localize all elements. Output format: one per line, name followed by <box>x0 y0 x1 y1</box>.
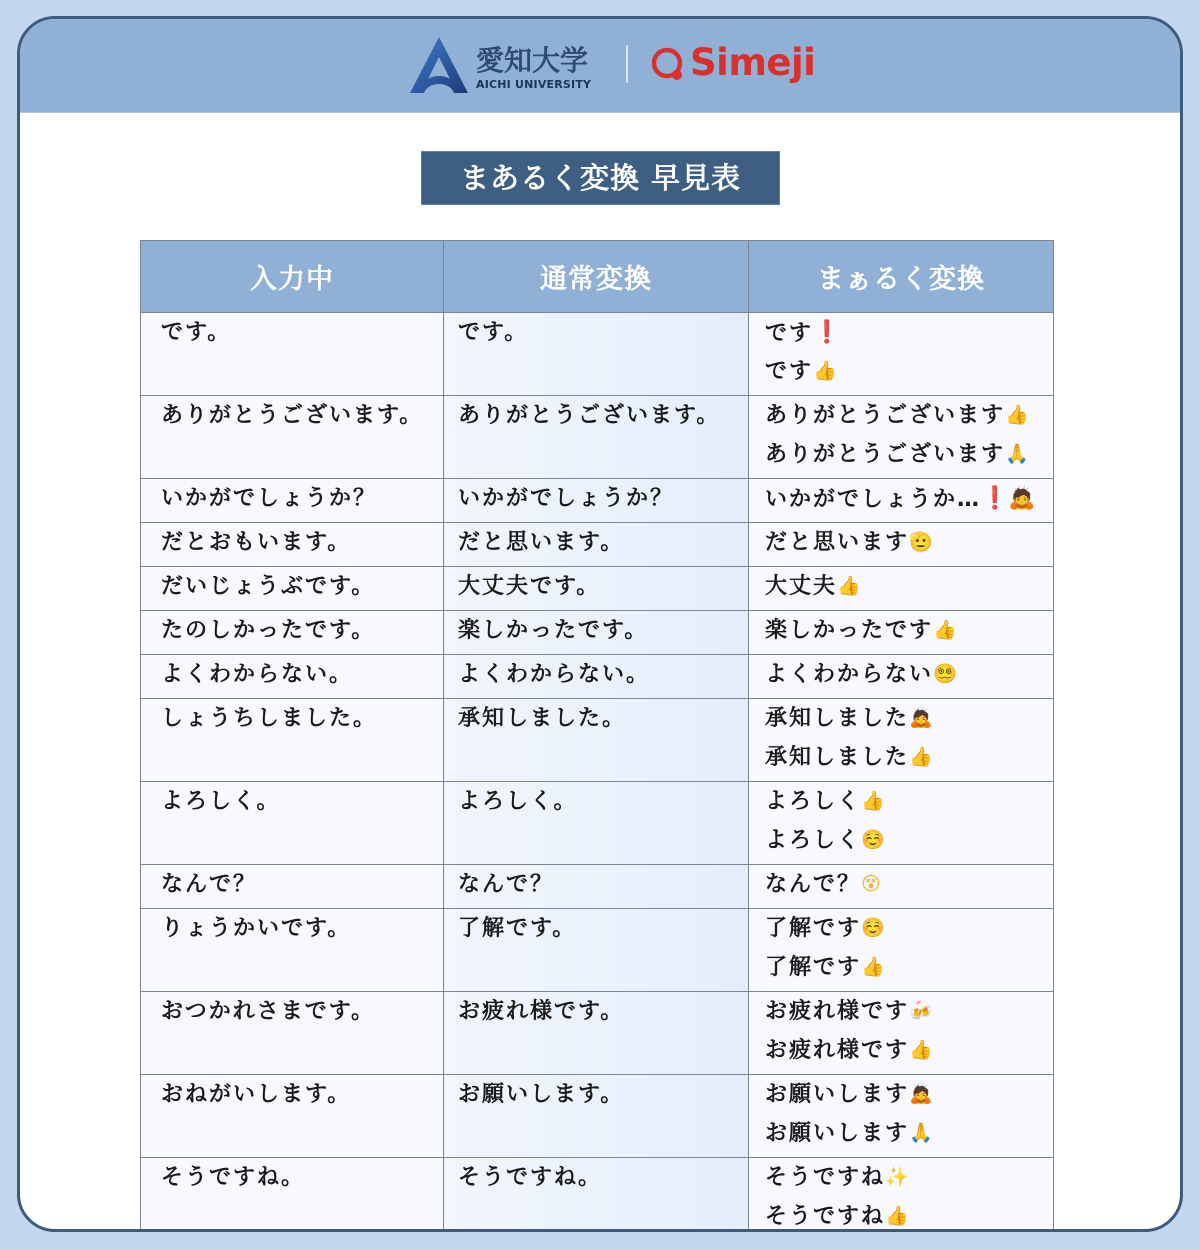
folded-hands-icon: 🙏 <box>909 1122 933 1144</box>
table-row <box>141 479 1054 523</box>
cell-maruku <box>749 992 1054 1075</box>
maruku-text: そうですね <box>765 1204 886 1229</box>
cell-normal <box>444 909 749 992</box>
maruku-text: 承知しました <box>765 706 910 731</box>
page-title: まあるく変換 早見表 <box>421 151 780 205</box>
cell-normal <box>444 699 749 782</box>
table-row <box>141 523 1054 567</box>
simeji-wordmark: Simeji <box>690 41 816 84</box>
maruku-line <box>765 400 1053 439</box>
logo-header <box>20 19 1180 113</box>
cell-input <box>141 909 444 992</box>
normal-text: そうですね。 <box>458 1165 603 1190</box>
table-row <box>141 567 1054 611</box>
input-text: よくわからない。 <box>161 662 354 687</box>
maruku-text: よくわからない <box>765 662 934 687</box>
maruku-text: お疲れ様です <box>765 999 910 1024</box>
normal-text: 楽しかったです。 <box>458 618 649 643</box>
exclamation-icon: ❗ <box>813 320 841 345</box>
maruku-line <box>765 913 1053 952</box>
input-text: しょうちしました。 <box>161 706 378 731</box>
smiling-face-icon: ☺️ <box>861 917 885 939</box>
table-row <box>141 611 1054 655</box>
normal-text: 承知しました。 <box>458 706 627 731</box>
simeji-q-mark-icon <box>650 47 686 83</box>
folded-hands-icon: 🙏 <box>1005 443 1029 465</box>
input-text: だいじょうぶです。 <box>161 574 376 599</box>
table-row <box>141 1075 1054 1158</box>
normal-text: ありがとうございます。 <box>458 403 721 428</box>
thumbs-up-icon: 👍 <box>861 790 885 812</box>
clinking-mugs-icon: 🍻 <box>909 1000 933 1022</box>
normal-text: よくわからない。 <box>458 662 651 687</box>
normal-text: だと思います。 <box>458 530 625 555</box>
cell-input <box>141 611 444 655</box>
cell-input <box>141 992 444 1075</box>
cell-normal <box>444 1075 749 1158</box>
table-row <box>141 782 1054 865</box>
column-header-input: 入力中 <box>141 241 444 313</box>
maruku-line <box>765 483 1053 522</box>
cell-normal <box>444 523 749 567</box>
maruku-line <box>765 1162 1053 1201</box>
input-text: よろしく。 <box>161 789 281 814</box>
input-text: りょうかいです。 <box>161 916 352 941</box>
cell-normal <box>444 1158 749 1233</box>
maruku-text: お疲れ様です <box>765 1038 910 1063</box>
maruku-text: よろしく <box>765 828 862 853</box>
table-row <box>141 865 1054 909</box>
cell-maruku <box>749 782 1054 865</box>
maruku-line <box>765 1201 1053 1232</box>
cell-maruku <box>749 699 1054 782</box>
normal-text: なんで？ <box>458 872 555 897</box>
maruku-text: 楽しかったです <box>765 618 934 643</box>
cell-input <box>141 313 444 396</box>
cell-maruku <box>749 567 1054 611</box>
table-header-row <box>141 241 1054 313</box>
cell-input <box>141 523 444 567</box>
input-text: おねがいします。 <box>161 1082 352 1107</box>
thumbs-up-icon: 👍 <box>861 956 885 978</box>
maruku-line <box>765 1118 1053 1157</box>
logo-divider <box>626 45 628 83</box>
aichi-logo-japanese: 愛知大学 <box>476 44 589 77</box>
maruku-line <box>765 825 1053 864</box>
cell-maruku <box>749 909 1054 992</box>
cell-normal <box>444 479 749 523</box>
normal-text: お疲れ様です。 <box>458 999 625 1024</box>
thumbs-up-icon: 👍 <box>837 575 861 597</box>
cell-maruku <box>749 1158 1054 1233</box>
table-row <box>141 992 1054 1075</box>
cell-normal <box>444 865 749 909</box>
dizzy-face-icon: 😵‍💫 <box>933 663 957 685</box>
normal-text: いかがでしょうか？ <box>458 486 675 511</box>
maruku-text: お願いします <box>765 1121 910 1146</box>
cell-normal <box>444 611 749 655</box>
cell-input <box>141 1158 444 1233</box>
aichi-logo-english: AICHI UNIVERSITY <box>476 78 592 91</box>
thumbs-up-icon: 👍 <box>909 746 933 768</box>
normal-text: です。 <box>458 320 529 345</box>
maruku-text: よろしく <box>765 789 862 814</box>
input-text: です。 <box>161 320 232 345</box>
cell-maruku <box>749 655 1054 699</box>
cell-normal <box>444 655 749 699</box>
cell-maruku <box>749 1075 1054 1158</box>
maruku-text: 了解です <box>765 955 862 980</box>
cell-maruku <box>749 611 1054 655</box>
maruku-text: ありがとうございます <box>765 442 1006 467</box>
dizzy-x-eyes-icon: 😵 <box>861 873 881 895</box>
exclamation-bowing-icon: ❗🙇 <box>981 486 1036 511</box>
maruku-line <box>765 317 1053 356</box>
thumbs-up-icon: 👍 <box>933 619 957 641</box>
aichi-triangle-logo-icon <box>408 35 470 95</box>
maruku-line <box>765 1079 1053 1118</box>
thumbs-up-icon: 👍 <box>1005 404 1029 426</box>
sparkles-icon: ✨ <box>885 1166 909 1188</box>
cell-normal <box>444 313 749 396</box>
maruku-text: お願いします <box>765 1082 910 1107</box>
normal-text: お願いします。 <box>458 1082 625 1107</box>
maruku-line <box>765 996 1053 1035</box>
maruku-text: いかがでしょうか… <box>765 487 982 512</box>
maruku-line <box>765 742 1053 781</box>
maruku-text: 了解です <box>765 916 862 941</box>
maruku-line <box>765 659 1053 698</box>
maruku-line <box>765 439 1053 478</box>
saluting-face-icon: 🫡 <box>909 531 933 553</box>
maruku-text: ありがとうございます <box>765 403 1006 428</box>
cell-input <box>141 655 444 699</box>
input-text: おつかれさまです。 <box>161 999 376 1024</box>
thumbs-up-icon: 👍 <box>885 1205 909 1227</box>
maruku-line <box>765 571 1053 610</box>
maruku-text: 承知しました <box>765 745 910 770</box>
table-row <box>141 396 1054 479</box>
maruku-line <box>765 786 1053 825</box>
thumbs-up-icon: 👍 <box>813 360 837 382</box>
maruku-text: 大丈夫 <box>765 574 838 599</box>
bowing-person-icon: 🙇 <box>909 1083 933 1105</box>
normal-text: 了解です。 <box>458 916 577 941</box>
maruku-text: なんで？ <box>765 872 862 897</box>
aichi-university-logo <box>408 35 608 95</box>
cell-normal <box>444 992 749 1075</box>
cell-input <box>141 782 444 865</box>
input-text: なんで？ <box>161 872 258 897</box>
cell-maruku <box>749 479 1054 523</box>
cell-input <box>141 479 444 523</box>
maruku-line <box>765 356 1053 395</box>
cell-normal <box>444 782 749 865</box>
quick-reference-card <box>17 16 1183 1232</box>
table-row <box>141 909 1054 992</box>
bowing-person-icon: 🙇 <box>909 707 933 729</box>
maruku-text: そうですね <box>765 1165 886 1190</box>
maruku-line <box>765 703 1053 742</box>
cell-input <box>141 699 444 782</box>
smiling-face-icon: ☺️ <box>861 829 885 851</box>
maruku-text: です <box>765 359 814 384</box>
input-text: たのしかったです。 <box>161 618 376 643</box>
input-text: だとおもいます。 <box>161 530 352 555</box>
cell-input <box>141 1075 444 1158</box>
table-row <box>141 1158 1054 1233</box>
table-row <box>141 655 1054 699</box>
table-row <box>141 313 1054 396</box>
conversion-table <box>140 240 1054 1232</box>
maruku-line <box>765 869 1053 908</box>
input-text: そうですね。 <box>161 1165 306 1190</box>
column-header-normal: 通常変換 <box>444 241 749 313</box>
cell-normal <box>444 567 749 611</box>
normal-text: 大丈夫です。 <box>458 574 601 599</box>
maruku-line <box>765 1035 1053 1074</box>
cell-maruku <box>749 523 1054 567</box>
cell-input <box>141 865 444 909</box>
table-row <box>141 699 1054 782</box>
input-text: ありがとうございます。 <box>161 403 424 428</box>
maruku-text: だと思います <box>765 530 910 555</box>
maruku-line <box>765 615 1053 654</box>
column-header-maruku: まぁるく変換 <box>749 241 1054 313</box>
thumbs-up-icon: 👍 <box>909 1039 933 1061</box>
input-text: いかがでしょうか？ <box>161 486 378 511</box>
cell-maruku <box>749 865 1054 909</box>
cell-maruku <box>749 396 1054 479</box>
cell-maruku <box>749 313 1054 396</box>
maruku-text: です <box>765 321 814 346</box>
normal-text: よろしく。 <box>458 789 578 814</box>
cell-input <box>141 567 444 611</box>
maruku-line <box>765 527 1053 566</box>
simeji-logo <box>650 39 816 89</box>
cell-input <box>141 396 444 479</box>
cell-normal <box>444 396 749 479</box>
maruku-line <box>765 952 1053 991</box>
